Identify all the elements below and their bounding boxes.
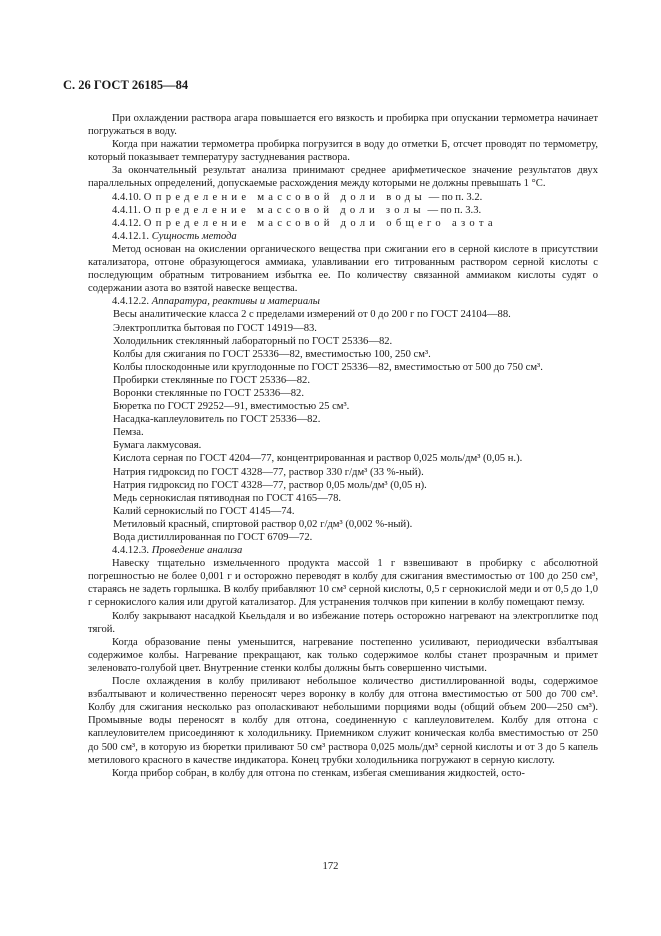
list-item: Бумага лакмусовая. <box>113 440 202 452</box>
section-reference: — по п. 3.2. <box>428 191 483 203</box>
paragraph: За окончательный результат анализа принимают среднее арифметическое значение результатов двух параллельных определений, допускаемые расхождения между которыми не должны превышать 1 °С. <box>88 165 598 190</box>
paragraph: Метод основан на окислении органического вещества при сжигании его в серной кислоте в присутствии катализатора, отгоне образующегося аммиака, улавливании его титрованным раствором серной кислоты с последующим обратным титрованием избытка ее. По количеству связанной аммиаком кислоты судят о содержании азота во взятой навеске вещества. <box>88 243 598 295</box>
list-item: Пробирки стеклянные по ГОСТ 25336—82. <box>113 374 310 386</box>
paragraph: Когда прибор собран, в колбу для отгона по стенкам, избегая смешивания жидкостей, осто- <box>112 767 525 779</box>
section-number: 4.4.10. <box>112 191 142 203</box>
paragraph: Навеску тщательно измельченного продукта массой 1 г взвешивают в пробирку с абсолютной погрешностью не более 0,001 г и осторожно переводят в колбу для сжигания вместимостью от 100 до 250 см³, стараясь не задеть горлышка. В колбу прибавляют 10 см³ серной кислоты, 0,5 г сернокислой меди и от 0,5 до 1,0 г сернокислого калия или другой катализатор. Для устранения толчков при кипении в колбу помещают пемзу. <box>88 558 598 609</box>
list-item: Метиловый красный, спиртовой раствор 0,02 г/дм³ (0,002 %-ный). <box>113 518 413 530</box>
page-header: С. 26 ГОСТ 26185—84 <box>63 78 189 92</box>
section-title: Сущность метода <box>151 230 237 242</box>
list-item: Насадка-каплеуловитель по ГОСТ 25336—82. <box>113 414 321 426</box>
section-number: 4.4.12. <box>112 217 142 229</box>
paragraph: Когда при нажатии термометра пробирка погрузится в воду до отметки Б, отсчет проводят по термометру, который показывает температуру застудневания раствора. <box>88 139 598 164</box>
subsection-heading-equipment <box>88 295 598 308</box>
section-title: Определение массовой доли общего азота <box>143 217 497 229</box>
section-reference: — по п. 3.3. <box>427 204 482 216</box>
list-item: Весы аналитические класса 2 с пределами измерений от 0 до 200 г по ГОСТ 24104—88. <box>113 309 511 321</box>
list-item: Колбы для сжигания по ГОСТ 25336—82, вместимостью 100, 250 см³. <box>113 348 431 360</box>
paragraph: Когда образование пены уменьшится, нагревание постепенно усиливают, периодически взбалтывая содержимое колбы. Нагревание прекращают, как только содержимое колбы станет прозрачным и примет зеленовато-голубой цвет. Внутренние стенки колбы должны быть совершенно чистыми. <box>88 636 598 674</box>
subsection-heading-procedure <box>88 544 598 557</box>
section-title: Проведение анализа <box>151 545 243 557</box>
list-item: Пемза. <box>113 427 144 439</box>
section-heading-ash <box>88 204 598 217</box>
section-title: Определение массовой доли воды <box>143 191 426 203</box>
section-number: 4.4.12.2. <box>112 296 150 308</box>
list-item: Медь сернокислая пятиводная по ГОСТ 4165—78. <box>113 492 342 504</box>
list-item: Кислота серная по ГОСТ 4204—77, концентрированная и раствор 0,025 моль/дм³ (0,05 н.). <box>113 453 523 465</box>
list-item: Калий сернокислый по ГОСТ 4145—74. <box>113 505 295 517</box>
list-item: Натрия гидроксид по ГОСТ 4328—77, раствор 0,05 моль/дм³ (0,05 н). <box>113 479 427 491</box>
paragraph: При охлаждении раствора агара повышается его вязкость и пробирка при опускании термометра начинает погружаться в воду. <box>88 113 598 138</box>
list-item: Колбы плоскодонные или круглодонные по ГОСТ 25336—82, вместимостью от 500 до 750 см³. <box>113 361 543 373</box>
section-title: Аппаратура, реактивы и материалы <box>151 296 320 308</box>
section-number: 4.4.11. <box>112 204 141 216</box>
list-item: Электроплитка бытовая по ГОСТ 14919—83. <box>113 322 317 334</box>
list-item: Вода дистиллированная по ГОСТ 6709—72. <box>113 532 313 543</box>
list-item: Холодильник стеклянный лабораторный по ГОСТ 25336—82. <box>113 335 393 347</box>
equipment-list <box>88 308 598 544</box>
paragraph: После охлаждения в колбу приливают небольшое количество дистиллированной воды, содержимое взбалтывают и количественно переносят через воронку в колбу для отгона вместимостью от 500 до 700 см³. Колбу для сжигания несколько раз ополаскивают небольшими порциями воды (общий объем 200—250 см³). Промывные воды переносят в колбу для отгона, соединенную с каплеуловителем. Колбу для отгона с каплеуловителем присоединяют к холодильнику. Приемником служит коническая колба вместимостью от 250 до 500 см³, в которую из бюретки приливают 50 см³ раствора 0,025 моль/дм³ серной кислоты и от 3 до 5 капель метилового красного в качестве индикатора. Конец трубки холодильника погружают в серную кислоту. <box>88 676 598 766</box>
document-body <box>88 112 598 780</box>
section-title: Определение массовой доли золы <box>143 204 425 216</box>
section-heading-nitrogen <box>88 217 598 230</box>
section-number: 4.4.12.3. <box>112 545 150 557</box>
section-heading-water <box>88 191 598 204</box>
section-number: 4.4.12.1. <box>112 230 150 242</box>
page-number: 172 <box>322 861 339 872</box>
subsection-heading-essence <box>88 230 598 243</box>
paragraph: Колбу закрывают насадкой Кьельдаля и во избежание потерь осторожно нагревают на электроплитке под тягой. <box>88 610 598 635</box>
list-item: Натрия гидроксид по ГОСТ 4328—77, раствор 330 г/дм³ (33 %-ный). <box>113 466 424 478</box>
list-item: Воронки стеклянные по ГОСТ 25336—82. <box>113 387 304 399</box>
list-item: Бюретка по ГОСТ 29252—91, вместимостью 25 см³. <box>113 401 350 413</box>
